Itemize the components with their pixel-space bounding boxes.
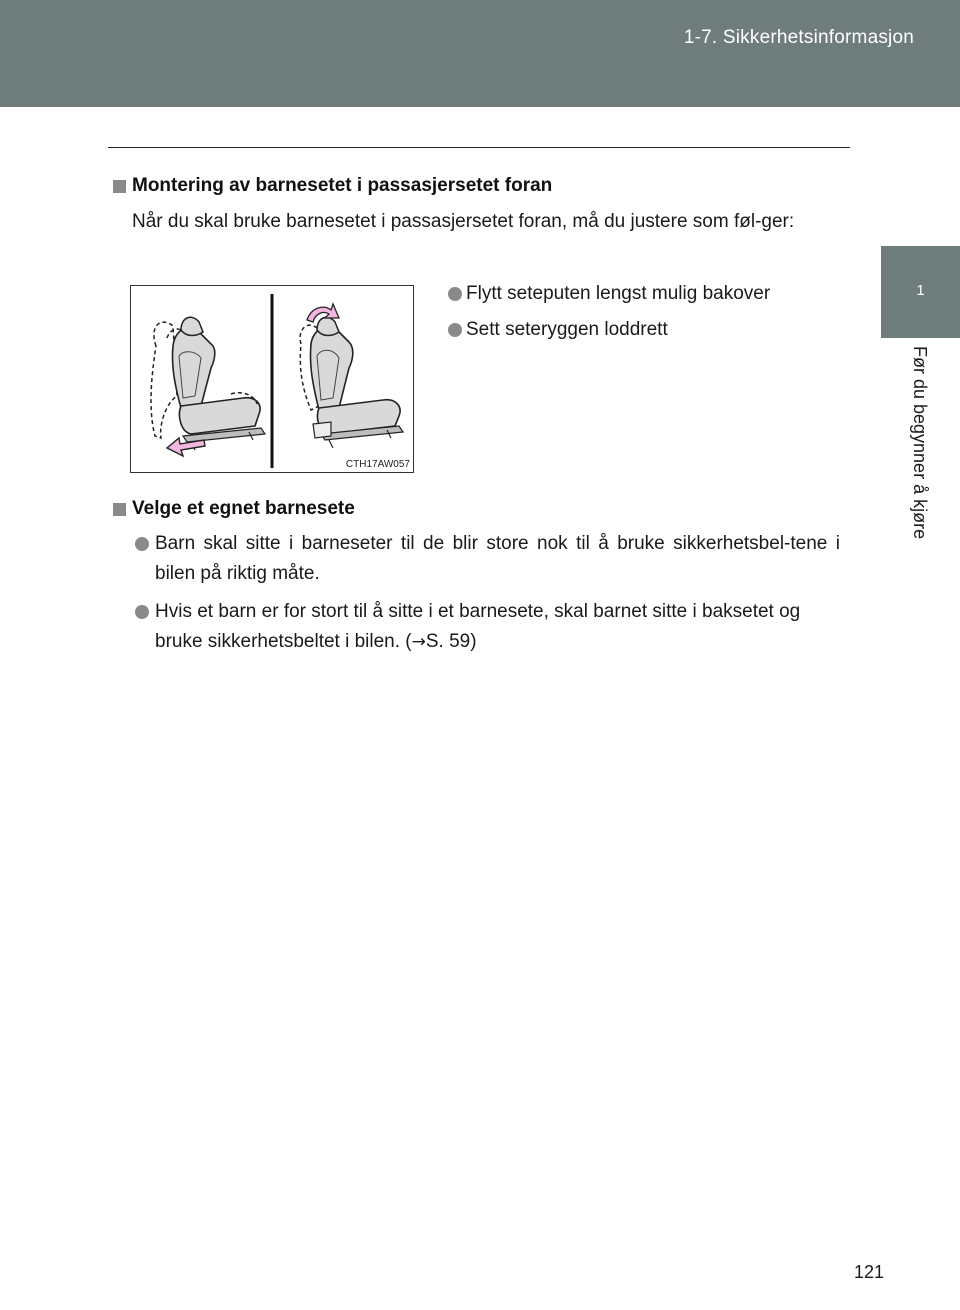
section-title: 1-7. Sikkerhetsinformasjon <box>683 27 914 48</box>
figure-code: CTH17AW057 <box>345 459 410 470</box>
seat-adjustment-diagram <box>131 286 413 472</box>
section1-heading: Montering av barnesetet i passasjersetet foran <box>132 175 553 196</box>
right-arrow-icon: → <box>411 632 426 652</box>
chapter-label-area <box>881 338 960 598</box>
seat-illustration <box>130 285 414 473</box>
page-reference-link[interactable]: S. 59) <box>425 631 477 652</box>
section2-bullet-2-text: Hvis et barn er for stort til å sitte i et barnesete, skal barnet sitte i baksetet og bruke sikkerhetsbeltet i bilen. ( <box>155 601 801 652</box>
section1-intro: Når du skal bruke barnesetet i passasjersetet foran, må du justere som føl-ger: <box>132 211 795 232</box>
circle-bullet-icon <box>448 287 462 301</box>
section2-heading: Velge et egnet barnesete <box>132 498 355 519</box>
chapter-title: Før du begynner å kjøre <box>910 346 930 540</box>
square-marker-icon <box>113 503 126 516</box>
circle-bullet-icon <box>448 323 462 337</box>
section2-bullet-1: Barn skal sitte i barneseter til de blir store nok til å bruke sikkerhetsbel-tene i bilen på riktig måte. <box>155 533 840 584</box>
page-header <box>0 0 960 107</box>
chapter-number: 1 <box>916 282 925 299</box>
section1-bullet-1: Flytt seteputen lengst mulig bakover <box>466 283 771 304</box>
square-marker-icon <box>113 180 126 193</box>
section1-bullet-2: Sett seteryggen loddrett <box>466 319 668 340</box>
circle-bullet-icon <box>135 605 149 619</box>
chapter-tab <box>881 246 960 338</box>
section2-bullet-2 <box>155 597 840 657</box>
page-number: 121 <box>853 1262 884 1282</box>
section-divider <box>108 147 850 148</box>
circle-bullet-icon <box>135 537 149 551</box>
